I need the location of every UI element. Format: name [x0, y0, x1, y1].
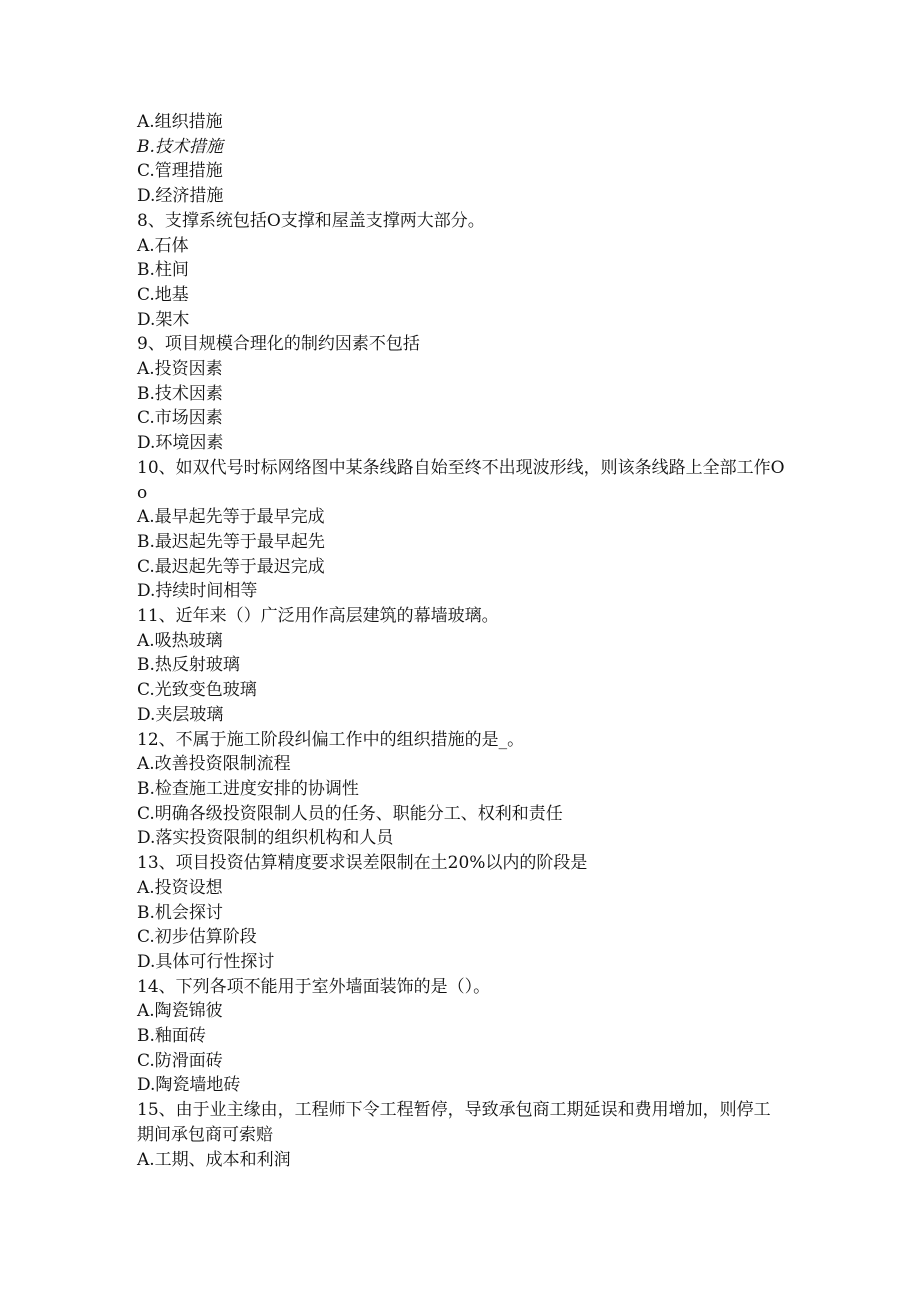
option-b: B.最迟起先等于最早起先: [137, 531, 325, 552]
question-14: [137, 975, 787, 1099]
previous-question-options: [137, 110, 787, 209]
option-d: D.具体可行性探讨: [137, 951, 275, 972]
question-text: 10、如双代号时标网络图中某条线路自始至终不出现波形线，则该条线路上全部工作Oo: [137, 457, 785, 503]
option-c: C.最迟起先等于最迟完成: [137, 556, 325, 577]
question-8: [137, 209, 787, 333]
option-b: B.技术因素: [137, 383, 223, 404]
question-13: [137, 851, 787, 975]
option-b: B.釉面砖: [137, 1026, 206, 1047]
question-15: [137, 1098, 787, 1172]
document-body: [137, 110, 787, 1172]
option-d: D.经济措施: [137, 186, 224, 207]
option-a: A.组织措施: [137, 112, 223, 132]
option-d: D.环境因素: [137, 433, 224, 454]
question-text: 12、不属于施工阶段纠偏工作中的组织措施的是_。: [137, 729, 525, 750]
option-a: A.工期、成本和利润: [137, 1149, 291, 1170]
option-d: D.陶瓷墙地砖: [137, 1075, 241, 1096]
option-b: B.柱间: [137, 260, 189, 281]
question-text: 15、由于业主缘由，工程师下令工程暂停，导致承包商工期延误和费用增加，则停工期间承包商可索赔: [137, 1100, 771, 1145]
question-12: [137, 728, 787, 852]
question-9: [137, 332, 787, 456]
question-11: [137, 604, 787, 728]
option-c: C.光致变色玻璃: [137, 680, 257, 701]
option-c: C.地基: [137, 284, 189, 305]
option-d: D.架木: [137, 309, 190, 330]
question-text: 11、近年来（）广泛用作高层建筑的幕墙玻璃。: [137, 606, 499, 627]
option-c: C.管理措施: [137, 161, 223, 182]
question-text: 14、下列各项不能用于室外墙面装饰的是（）。: [137, 976, 491, 997]
question-text: 13、项目投资估算精度要求误差限制在土20%以内的阶段是: [137, 853, 588, 874]
option-b: B.检查施工进度安排的协调性: [137, 778, 359, 799]
question-text: 9、项目规模合理化的制约因素不包括: [137, 334, 420, 355]
option-c: C.市场因素: [137, 408, 223, 429]
option-c: C.初步估算阶段: [137, 927, 257, 948]
option-a: A.最早起先等于最早完成: [137, 507, 325, 528]
question-10: [137, 456, 787, 604]
option-a: A.投资设想: [137, 877, 223, 898]
option-b: B.热反射玻璃: [137, 655, 240, 676]
option-d: D.落实投资限制的组织机构和人员: [137, 828, 394, 849]
option-a: A.改善投资限制流程: [137, 754, 291, 775]
question-text: 8、支撑系统包括O支撑和屋盖支撑两大部分。: [137, 210, 485, 231]
option-b: B.技术措施: [137, 136, 223, 157]
option-a: A.陶瓷锦彼: [137, 1001, 223, 1022]
option-c: C.明确各级投资限制人员的任务、职能分工、权利和责任: [137, 803, 563, 824]
option-a: A.石体: [137, 235, 189, 256]
option-a: A.吸热玻璃: [137, 630, 223, 651]
option-d: D.夹层玻璃: [137, 704, 224, 725]
option-b: B.机会探讨: [137, 902, 223, 923]
option-c: C.防滑面砖: [137, 1050, 223, 1071]
option-d: D.持续时间相等: [137, 581, 258, 602]
option-a: A.投资因素: [137, 359, 223, 380]
